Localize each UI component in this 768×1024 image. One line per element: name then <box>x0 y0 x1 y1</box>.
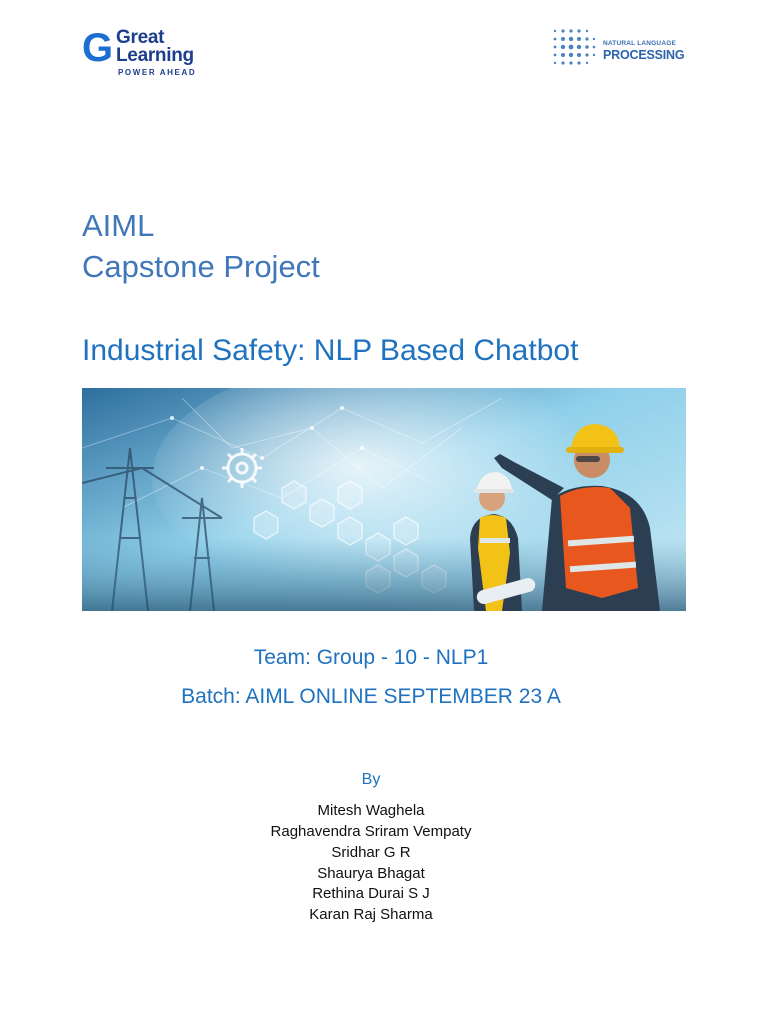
great-learning-g-icon: G <box>82 26 114 70</box>
nlp-logo-line1: NATURAL LANGUAGE <box>603 40 677 47</box>
member-name: Rethina Durai S J <box>312 885 430 902</box>
member-name: Karan Raj Sharma <box>309 906 433 923</box>
team-label: Team: Group - 10 - NLP1 <box>253 646 489 669</box>
member-name: Shaurya Bhagat <box>317 865 425 882</box>
logo-text-great: Great <box>116 27 165 48</box>
hero-image <box>82 388 686 611</box>
member-name: Sridhar G R <box>331 844 411 861</box>
great-learning-logo <box>80 26 220 80</box>
member-name: Mitesh Waghela <box>317 802 425 819</box>
batch-label: Batch: AIML ONLINE SEPTEMBER 23 A <box>181 685 561 708</box>
title-aiml: AIML <box>82 208 155 243</box>
project-title: Industrial Safety: NLP Based Chatbot <box>82 334 579 367</box>
by-label: By <box>361 771 381 788</box>
nlp-logo-line2: PROCESSING <box>603 48 685 62</box>
dot-grid-icon <box>551 27 599 71</box>
logo-tagline: POWER AHEAD <box>118 68 197 77</box>
nlp-logo <box>551 27 686 71</box>
logo-text-learning: Learning <box>116 45 194 66</box>
member-name: Raghavendra Sriram Vempaty <box>270 823 472 840</box>
industrial-workers-illustration <box>82 388 686 611</box>
title-capstone-project: Capstone Project <box>82 249 320 284</box>
